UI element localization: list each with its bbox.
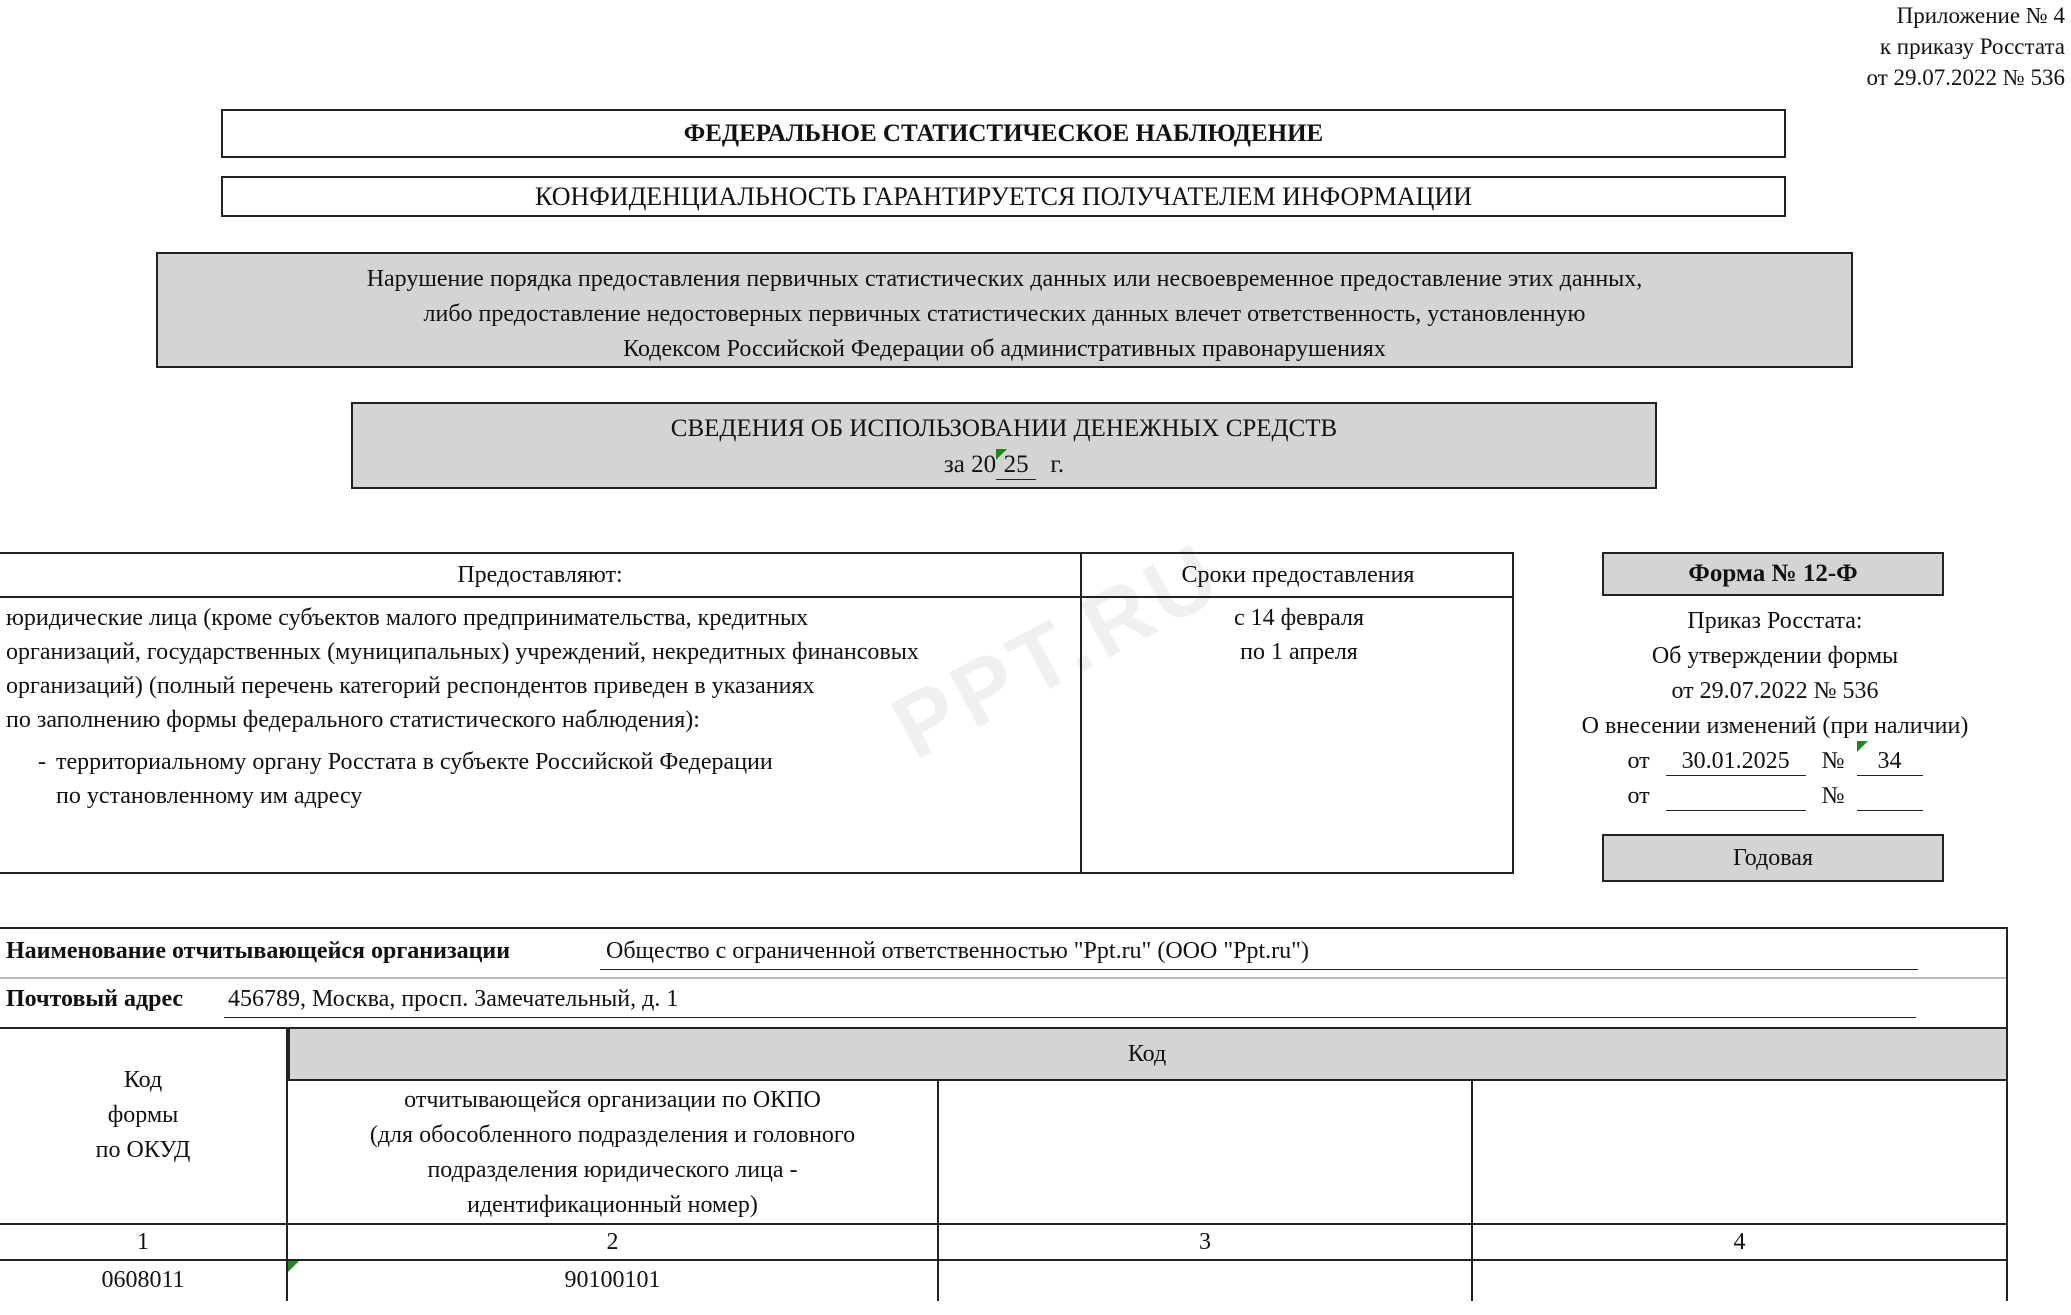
legal-warning (156, 252, 1853, 368)
okpo-header-line: (для обособленного подразделения и головного (369, 1122, 856, 1148)
recipient-item (6, 745, 1066, 779)
column-divider (1080, 554, 1082, 872)
appendix-line: от 29.07.2022 № 536 (1866, 65, 2065, 90)
okud-header (0, 1063, 286, 1168)
okud-header-line: формы (107, 1102, 179, 1128)
report-title-box (351, 402, 1657, 489)
recipient-line: по установленному им адресу (56, 783, 363, 809)
from-label: от (1627, 783, 1650, 809)
respondents-line: по заполнению формы федерального статистического наблюдения): (6, 707, 700, 733)
appendix-line: к приказу Росстата (1879, 34, 2065, 59)
address-label: Почтовый адрес (6, 986, 184, 1012)
order-approval-date: от 29.07.2022 № 536 (1671, 678, 1879, 704)
org-name-label: Наименование отчитывающейся организации (6, 938, 511, 964)
number-label: № (1821, 783, 1845, 809)
respondents-line: организаций) (полный перечень категорий респондентов приведен в указаниях (6, 673, 815, 699)
organization-table (0, 927, 2008, 1299)
code-header: Код (1127, 1041, 1167, 1067)
order-title: Приказ Росстата: (1687, 608, 1863, 634)
amendment-row (1540, 779, 2010, 814)
confidentiality-banner: КОНФИДЕНЦИАЛЬНОСТЬ ГАРАНТИРУЕТСЯ ПОЛУЧАТЕЛЕМ ИНФОРМАЦИИ (221, 176, 1786, 217)
comment-marker-icon (996, 449, 1007, 460)
amendment-row (1540, 744, 2010, 779)
grid-line (0, 1259, 2006, 1261)
address-field[interactable]: 456789, Москва, просп. Замечательный, д. 1 (224, 981, 1916, 1018)
report-title: СВЕДЕНИЯ ОБ ИСПОЛЬЗОВАНИИ ДЕНЕЖНЫХ СРЕДСТВ (670, 415, 1338, 442)
amendment-number-field[interactable] (1857, 747, 1923, 776)
order-info (1540, 604, 2010, 814)
year-value: 25 (1003, 451, 1029, 478)
recipient-line: территориальному органу Росстата в субъекте Российской Федерации (56, 749, 773, 775)
respondents-line: организаций, государственных (муниципальных) учреждений, некредитных финансовых (6, 639, 919, 665)
periodicity-badge: Годовая (1602, 834, 1944, 882)
okud-header-line: Код (123, 1067, 163, 1093)
page-title: ФЕДЕРАЛЬНОЕ СТАТИСТИЧЕСКОЕ НАБЛЮДЕНИЕ (221, 109, 1786, 158)
okpo-header-line: идентификационный номер) (467, 1192, 758, 1218)
terms-header: Сроки предоставления (1082, 554, 1514, 598)
column-number: 2 (606, 1229, 619, 1255)
terms-start: с 14 февраля (1233, 605, 1365, 631)
amendment-date-field[interactable] (1666, 782, 1806, 811)
comment-marker-icon (1857, 741, 1868, 752)
year-suffix: г. (1050, 451, 1065, 478)
comment-marker-icon (288, 1261, 299, 1272)
respondents-header: Предоставляют: (0, 554, 1080, 598)
org-name-field[interactable]: Общество с ограниченной ответственностью "Ppt.ru" (ООО "Ppt.ru") (600, 933, 1918, 970)
order-amendments: О внесении изменений (при наличии) (1581, 713, 1969, 739)
okpo-code-cell[interactable]: 90100101 (564, 1267, 661, 1293)
column-number: 3 (1199, 1229, 1211, 1255)
amendment-date-field[interactable]: 30.01.2025 (1666, 747, 1806, 776)
column-number: 1 (137, 1229, 149, 1255)
okpo-header (288, 1083, 937, 1223)
form-number: Форма № 12-Ф (1602, 552, 1944, 596)
warning-line: либо предоставление недостоверных первичных статистических данных влечет ответственность, установленную (423, 301, 1586, 327)
respondents-table (0, 552, 1514, 874)
from-label: от (1627, 748, 1650, 774)
okpo-header-line: подразделения юридического лица - (427, 1157, 798, 1183)
submission-terms (1084, 601, 1514, 669)
year-input[interactable] (996, 451, 1036, 480)
terms-end: по 1 апреля (1240, 639, 1358, 665)
number-label: № (1821, 748, 1845, 774)
grid-line (2006, 929, 2008, 1301)
year-prefix: за 20 (943, 451, 997, 478)
okud-header-line: по ОКУД (95, 1137, 191, 1163)
appendix-note (1867, 0, 2065, 93)
warning-line: Кодексом Российской Федерации об административных правонарушениях (623, 336, 1386, 362)
okpo-header-line: отчитывающейся организации по ОКПО (404, 1087, 821, 1113)
order-approval: Об утверждении формы (1651, 643, 1899, 669)
warning-line: Нарушение порядка предоставления первичных статистических данных или несвоевременное предоставление этих данных, (366, 266, 1643, 292)
grid-line (288, 1079, 2006, 1081)
respondents-line: юридические лица (кроме субъектов малого предпринимательства, кредитных (6, 605, 809, 631)
watermark: PPT.RU (877, 523, 1239, 779)
grid-line (1471, 1079, 1473, 1301)
report-year-line (353, 447, 1655, 483)
okud-code-cell[interactable]: 0608011 (101, 1267, 185, 1293)
amendment-number-value: 34 (1877, 748, 1902, 774)
column-number: 4 (1733, 1229, 1746, 1255)
grid-line (937, 1079, 939, 1301)
respondents-text (6, 601, 1066, 813)
dash-bullet: - (38, 749, 46, 775)
amendment-number-field[interactable] (1857, 782, 1923, 811)
row-divider (0, 977, 2006, 979)
appendix-line: Приложение № 4 (1896, 3, 2065, 28)
